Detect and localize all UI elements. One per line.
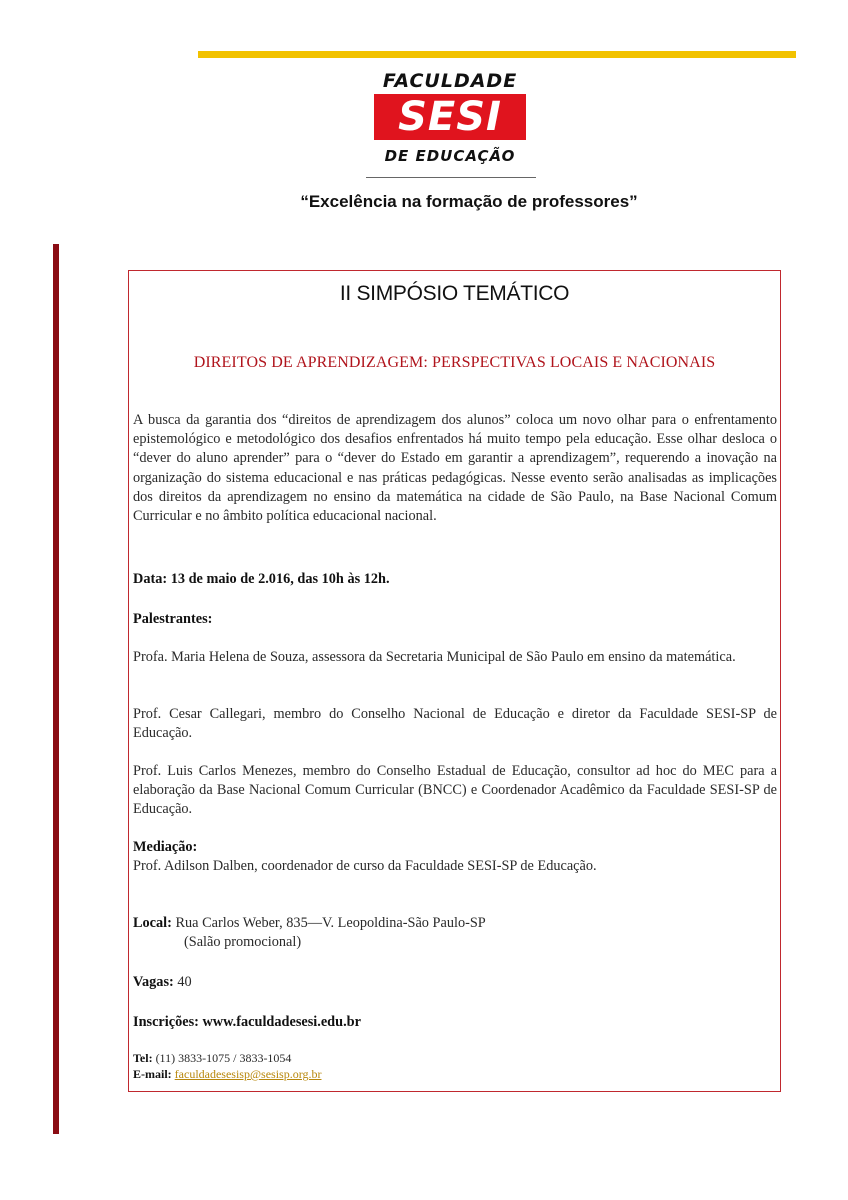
logo-sesi-block: SESI	[374, 94, 526, 140]
event-date: Data: 13 de maio de 2.016, das 10h às 12h.	[133, 571, 390, 587]
tel-value: (11) 3833-1075 / 3833-1054	[152, 1051, 292, 1065]
email-link[interactable]: faculdadesesisp@sesisp.org.br	[174, 1067, 322, 1081]
mediation-label: Mediação:	[133, 839, 198, 855]
local-room: (Salão promocional)	[184, 934, 302, 950]
local-address: Rua Carlos Weber, 835—V. Leopoldina-São Paulo-SP	[171, 915, 486, 931]
speaker-item: Prof. Cesar Callegari, membro do Conselho Nacional de Educação e diretor da Faculdade SESI-SP de Educação.	[133, 706, 777, 742]
vagas-value: 40	[173, 974, 192, 990]
event-title: II SIMPÓSIO TEMÁTICO	[339, 282, 570, 305]
speakers-label: Palestrantes:	[133, 611, 213, 627]
mediation-text: Prof. Adilson Dalben, coordenador de curso da Faculdade SESI-SP de Educação.	[133, 858, 597, 874]
event-box	[128, 270, 781, 1092]
vagas-line	[133, 973, 777, 992]
left-accent-bar	[53, 244, 59, 1134]
tel-line	[133, 1050, 777, 1066]
logo-top-text: FACULDADE	[382, 70, 518, 92]
top-accent-bar	[198, 51, 796, 58]
logo-bottom-text: DE EDUCAÇÃO	[384, 147, 516, 165]
tel-label: Tel:	[133, 1051, 153, 1065]
event-description: A busca da garantia dos “direitos de aprendizagem dos alunos” coloca um novo olhar para o enfrentamento epistemológico e metodológico dos desafios enfrentados há muito tempo pela educação. Esse olhar desloca o “dever do aluno aprender” para o “dever do Estado em garantir a aprendizagem”, requerendo a inovação na organização do sistema educacional e nas práticas pedagógicas. Nesse evento serão analisadas as implicações dos direitos da aprendizagem no ensino da matemática na cidade de São Paulo, na Base Nacional Comum Curricular e no âmbito política educacional nacional.	[133, 412, 777, 525]
local-line	[133, 914, 777, 933]
vagas-label: Vagas:	[133, 974, 174, 990]
event-subtitle: DIREITOS DE APRENDIZAGEM: PERSPECTIVAS LOCAIS E NACIONAIS	[193, 354, 716, 371]
inscricoes-line[interactable]: Inscrições: www.faculdadesesi.edu.br	[133, 1014, 361, 1030]
email-label: E-mail:	[133, 1067, 172, 1081]
slogan: “Excelência na formação de professores”	[300, 192, 638, 211]
speaker-item: Prof. Luis Carlos Menezes, membro do Conselho Estadual de Educação, consultor ad hoc do MEC para a elaboração da Base Nacional Comum Curricular (BNCC) e Coordenador Acadêmico da Faculdade SESI-SP de Educação.	[133, 763, 777, 818]
logo-divider	[366, 177, 536, 178]
local-label: Local:	[133, 915, 172, 931]
faculdade-sesi-logo	[364, 70, 536, 180]
speaker-item: Profa. Maria Helena de Souza, assessora da Secretaria Municipal de São Paulo em ensino da matemática.	[133, 649, 736, 665]
email-line	[133, 1066, 777, 1082]
